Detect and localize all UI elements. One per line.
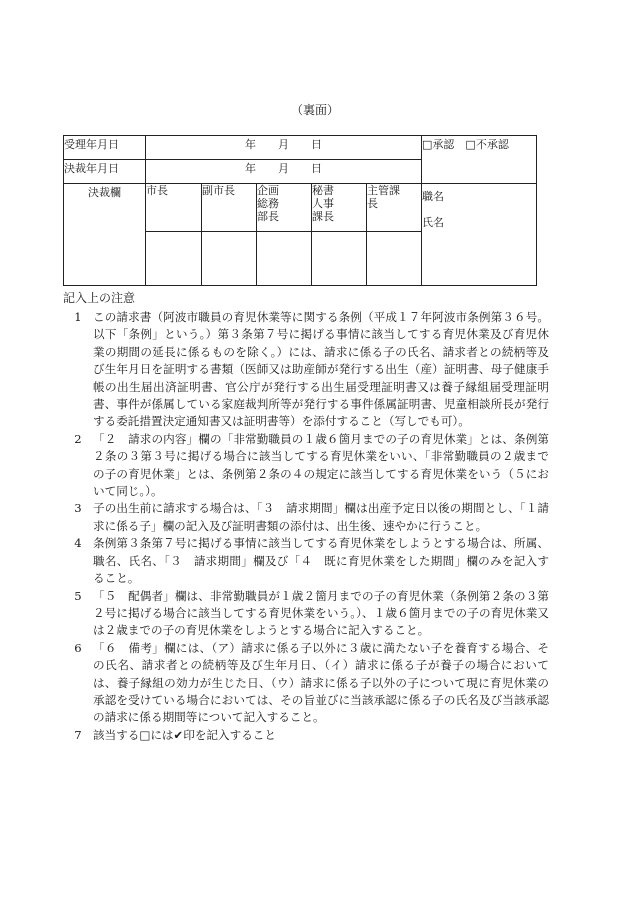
notes-heading: 記入上の注意 [63,291,136,305]
post-label: 職名 [422,190,445,203]
role-mayor: 市長 [146,184,202,232]
page-title: （裏面） [290,103,339,117]
note-text: 「２ 請求の内容」欄の「非常勤職員の１歳６箇月までの子の育児休業」とは、条例第２条の３第３号に掲げる場合に該当してする育児休業をいい、「非常勤職員の２歳までの子の育児休業」とは、条例第２条の４の規定に該当してする育児休業をいう（５において同じ。）。 [93,431,549,499]
receipt-date-field[interactable]: 年 月 日 [146,136,422,160]
note-number: 6 [74,640,82,655]
note-item [63,431,549,501]
decision-column-label: 決裁欄 [64,184,146,286]
receipt-date-label: 受理年月日 [64,136,146,160]
note-item [63,640,549,727]
name-label: 氏名 [422,216,445,229]
decision-date-field[interactable]: 年 月 日 [146,160,422,184]
note-text: 「５ 配偶者」欄は、非常勤職員が１歳２箇月までの子の育児休業（条例第２条の３第２号に掲げる場合に該当してする育児休業をいう。）、１歳６箇月までの子の育児休業又は２歳までの子の育児休業をしようとする場合に記入すること。 [93,588,549,638]
note-number: 4 [74,536,82,551]
note-text: この請求書（阿波市職員の育児休業等に関する条例（平成１７年阿波市条例第３６号。以下「条例」という。）第３条第７号に掲げる事情に該当してする育児休業及び育児休業の期間の延長に係るものを除く。）には、請求に係る子の氏名、請求者との続柄等及び生年月日を証明する書類（医師又は助産師が発行する出生（産）証明書、母子健康手帳の出生届出済証明書、官公庁が発行する出生届受理証明書又は養子縁組届受理証明書、事件が係属している家庭裁判所等が発行する事件係属証明書、児童相談所長が発行する委託措置決定通知書又は証明書等）を添付すること（写しでも可）。 [93,310,549,429]
note-number: 1 [74,310,82,324]
note-text: 条例第３条第７号に掲げる事情に該当してする育児休業をしようとする場合は、所属、職名、氏名、「３ 請求期間」欄及び「４ 既に育児休業をした期間」欄のみを記入すること。 [93,536,549,586]
note-text: 該当する□には✔印を記入すること [93,727,276,742]
note-item [63,535,549,587]
seal-box-section-chief[interactable] [367,232,422,286]
note-item [63,588,549,640]
note-item [63,309,549,431]
note-number: 3 [74,501,82,516]
signer-cell [422,184,537,286]
approval-table [63,135,537,286]
note-number: 2 [74,431,82,446]
notes-list [63,309,549,744]
note-number: 5 [74,588,82,603]
role-planning-director: 企画総務部長 [257,184,312,232]
decision-date-label: 決裁年月日 [64,160,146,184]
note-text: 「６ 備考」欄には、（ア）請求に係る子以外に３歳に満たない子を養育する場合、その氏名、請求者との続柄等及び生年月日、（イ）請求に係る子が養子の場合においては、養子縁組の効力が生じた日、（ウ）請求に係る子以外の子について現に育児休業の承認を受けている場合においては、その旨並びに当該承認に係る子の氏名及び当該承認の請求に係る期間等について記入すること。 [93,640,549,725]
seal-box-planning-director[interactable] [257,232,312,286]
approval-checkboxes[interactable]: □承認 □不承認 [422,136,537,184]
role-secretary-chief: 秘書人事課長 [312,184,367,232]
seal-box-deputy-mayor[interactable] [202,232,257,286]
role-section-chief: 主管課長 [367,184,422,232]
note-text: 子の出生前に請求する場合は、「３ 請求期間」欄は出産予定日以後の期間とし、「１請求に係る子」欄の記入及び証明書類の添付は、出生後、速やかに行うこと。 [93,501,549,533]
note-number: 7 [74,727,82,742]
seal-box-secretary-chief[interactable] [312,232,367,286]
role-deputy-mayor: 副市長 [202,184,257,232]
note-item [63,727,549,744]
seal-box-mayor[interactable] [146,232,202,286]
note-item [63,500,549,535]
